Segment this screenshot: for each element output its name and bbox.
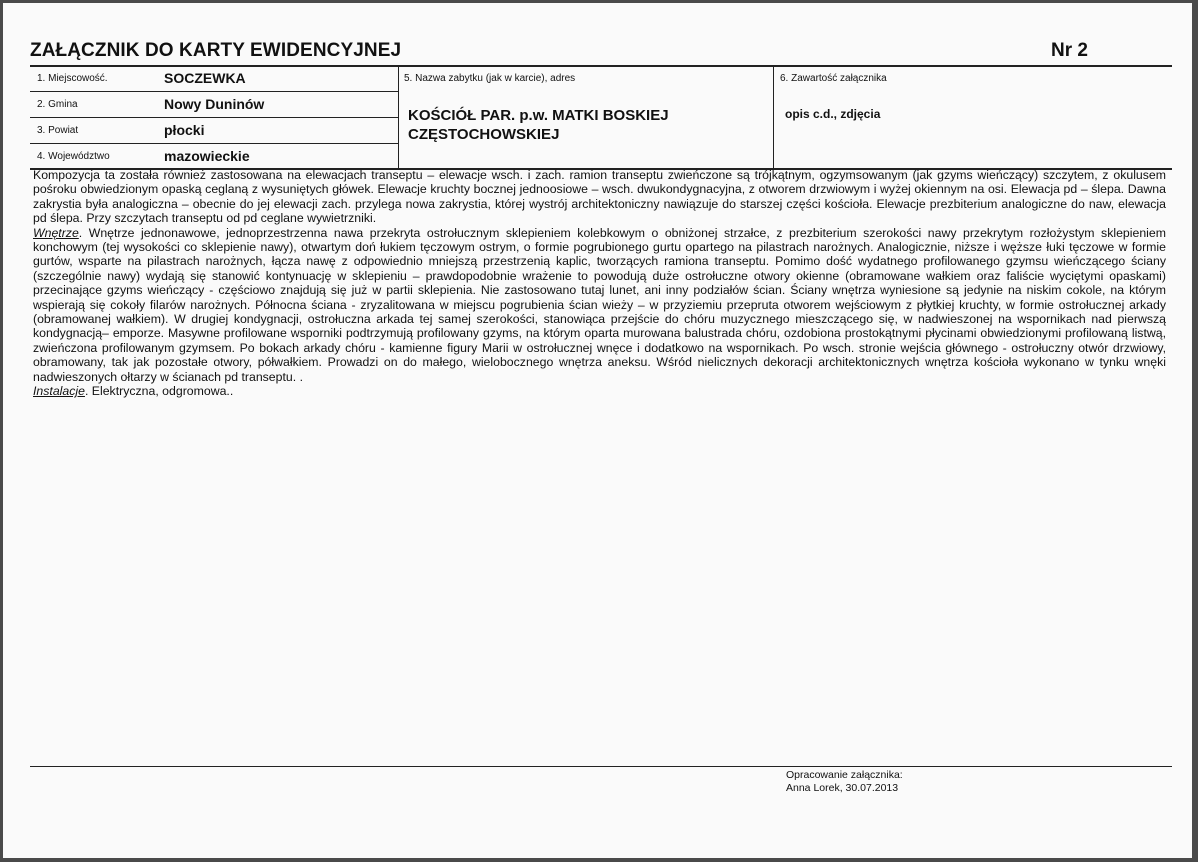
wojewodztwo-value: mazowieckie [164,148,250,164]
paragraph-interior [33,226,1166,384]
wnetrze-heading: Wnętrze [33,225,79,240]
column-divider [398,66,399,168]
gmina-value: Nowy Duninów [164,96,265,112]
footer-author-date: Anna Lorek, 30.07.2013 [786,782,899,794]
powiat-value: płocki [164,122,205,138]
title-underline [30,65,1172,67]
paragraph-exterior: Kompozycja ta została również zastosowana na elewacjach transeptu – elewacje wsch. i zach. ramion transeptu zwieńczone są trójkątnym, ogzymsowanym (jak gzyms wieńczący) szczytem, z okulusem pośroku obwiedzionym opaską ceglaną z wysuniętych główek. Elewacje kruchty bocznej jednoosiowe – wsch. dwukondygnacyjna, z otworem drzwiowym i wyżej okiennym na osi. Elewacja pd – ślepa. Dawna zakrystia była analogiczna – obecnie do jej elewacji zach. przylega nowa zakrystia, której wystrój architektoniczny nawiązuje do starszej części kościoła. Elewacje prezbiterium analogiczne do naw, elewacja pd ślepa. Przy szczytach transeptu od pd ceglane wywietrzniki. [33,168,1166,226]
row-divider [30,117,398,118]
footer-line [30,766,1172,767]
zawartosc-label: 6. Zawartość załącznika [780,73,887,84]
zawartosc-value: opis c.d., zdjęcia [785,107,881,121]
document-title: ZAŁĄCZNIK DO KARTY EWIDENCYJNEJ [30,40,402,61]
description-text [33,168,1166,399]
powiat-label: 3. Powiat [37,125,79,136]
gmina-label: 2. Gmina [37,99,78,110]
wojewodztwo-label: 4. Województwo [37,151,110,162]
document-number: Nr 2 [1051,40,1088,61]
footer-prepared-label: Opracowanie załącznika: [786,769,903,781]
row-divider [30,143,398,144]
installations-text: . Elektryczna, odgromowa.. [84,384,234,399]
row-divider [30,91,398,92]
nazwa-value-line2: CZĘSTOCHOWSKIEJ [408,126,560,143]
paragraph-installations [33,384,1166,398]
interior-text: . Wnętrze jednonawowe, jednoprzestrzenna nawa przekryta ostrołucznym sklepieniem kolebkowym o obniżonej strzałce, z prezbiterium szerokości nawy przekrytym rozłożystym sklepieniem konchowym (tej wysokości co sklepienie nawy), otwartym doń łukiem tęczowym ostrym, o formie pogrubionego gurtu opartego na pilastrach narożnych. Analogicznie, niższe i węższe łuki tęczowe w formie gurtów, wsparte na pilastrach narożnych, łącza nawę z odpowiednio mniejszą przestrzenią kaplic, tworzących ramiona transeptu. Pomimo dość wydatnego profilowanego gzymsu wieńczącego ściany (szczególnie nawy) wydają się stanowić kontynuację w sklepieniu – prawdopodobnie wrażenie to powodują duże ostrołuczne otwory okienne (obramowane wałkiem oraz faliście wyciętymi opaskami) przecinające gzyms wieńczący - częściowo znajdują się już w partii sklepienia. Nie zastosowano tutaj lunet, ani inny podziałów ścian. Ściany wnętrza wyniesione są jedynie na niskim cokole, na którym wspierają się cokoły filarów narożnych. Północna ściana - zryzalitowana w miejscu pogrubienia ścian wieży – w przyziemiu przepruta otworem wejściowym z płytkiej kruchty, w formie ostrołucznej arkady (obramowanej wałkiem). W drugiej kondygnacji, ostrołuczna arkada tej samej szerokości, stanowiąca przejście do chóru muzycznego mieszczącego się, w nadwieszonej na wspornikach nad pierwszą kondygnacją– emporze. Masywne profilowane wsporniki podtrzymują profilowany gzyms, na którym oparta murowana balustrada chóru, ozdobiona prostokątnymi płycinami obwiedzionymi profilowaną listwą, zwieńczona profilowanym gzymsem. Po bokach arkady chóru - kamienne figury Marii w ostrołucznej wnęce i dodatkowo na wspornikach. Po wsch. stronie wejścia głównego - ostrołuczny otwór drzwiowy, obramowany, tak jak pozostałe otwory, półwałkiem. Prowadzi on do małego, wielobocznego wnętrza aneksu. Wśród nielicznych dekoracji architektonicznych wnętrza kościoła wykonano w tynku wnęki nadwieszonych ołtarzy w ścianach pd transeptu. . [33,225,1166,384]
instalacje-heading: Instalacje [33,384,85,399]
miejscowosc-value: SOCZEWKA [164,70,246,86]
column-divider [773,66,774,168]
nazwa-label: 5. Nazwa zabytku (jak w karcie), adres [404,73,576,84]
miejscowosc-label: 1. Miejscowość. [37,73,108,84]
nazwa-value-line1: KOŚCIÓŁ PAR. p.w. MATKI BOSKIEJ [408,107,669,124]
